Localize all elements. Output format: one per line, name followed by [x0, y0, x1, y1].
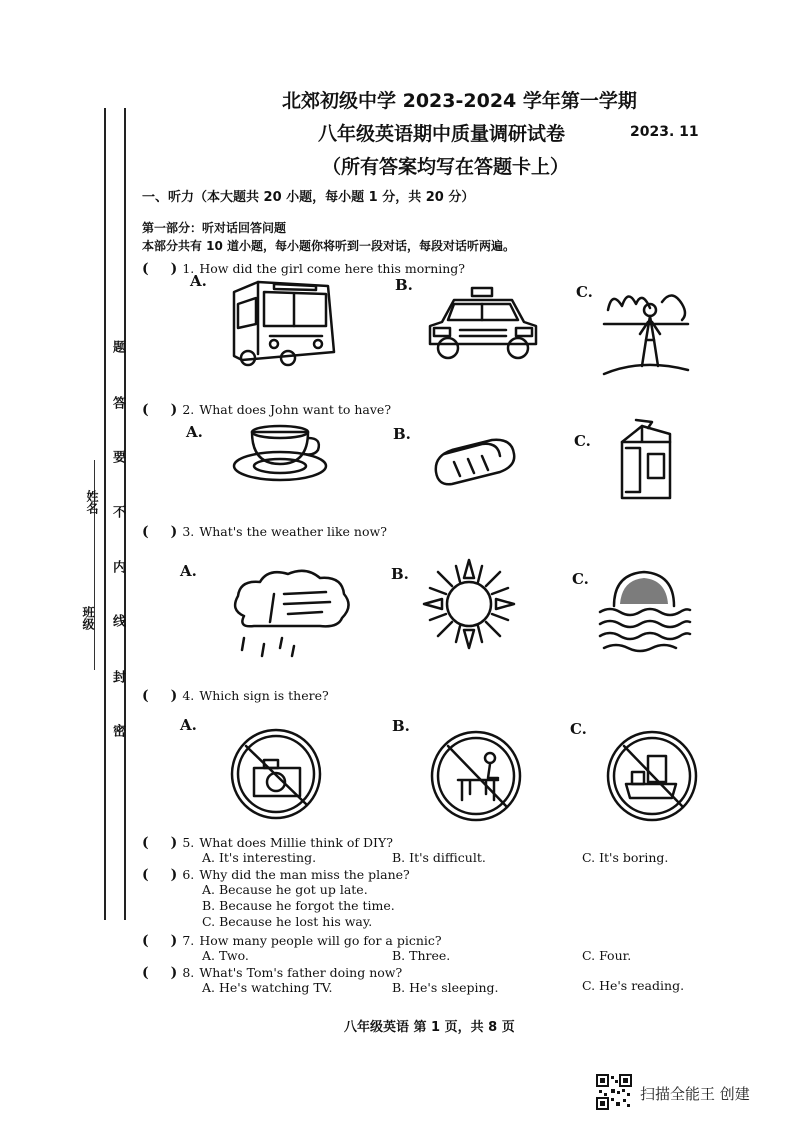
- question-5: [142, 832, 393, 851]
- answer-paren-open: (: [142, 524, 149, 540]
- option-c: C. It's boring.: [582, 850, 669, 865]
- bread-icon: [432, 432, 518, 488]
- milk-carton-icon: [618, 418, 674, 502]
- answer-paren-close: ): [170, 867, 178, 883]
- seal-char: 答: [110, 396, 125, 409]
- question-text: What does John want to have?: [199, 402, 392, 417]
- question-2: [142, 399, 391, 418]
- exam-school-term: 北郊初级中学 2023-2024 学年第一学期: [282, 90, 637, 112]
- answer-paren-open: (: [142, 933, 149, 949]
- answer-paren-close: ): [170, 524, 178, 540]
- no-sitting-sign-icon: [428, 728, 524, 824]
- scanner-watermark: 扫描全能王 创建: [640, 1085, 750, 1103]
- sun-over-sea-icon: [598, 556, 690, 652]
- seal-char: 题: [110, 340, 125, 353]
- option-label: C.: [574, 432, 591, 450]
- question-text: How did the girl come here this morning?: [199, 261, 465, 276]
- option-b: B. Because he forgot the time.: [202, 898, 395, 913]
- answer-paren-close: ): [170, 688, 178, 704]
- question-text: What does Millie think of DIY?: [199, 835, 393, 850]
- sun-icon: [420, 556, 518, 652]
- option-label: A.: [186, 423, 203, 441]
- seal-char: 要: [110, 450, 125, 463]
- option-c: C. Four.: [582, 948, 632, 963]
- option-label: C.: [570, 720, 587, 738]
- question-4: [142, 685, 329, 704]
- question-number: 5.: [182, 835, 195, 850]
- question-text: Why did the man miss the plane?: [199, 867, 410, 882]
- seal-char: 内: [110, 560, 125, 573]
- answer-paren-close: ): [170, 965, 178, 981]
- option-label: A.: [180, 562, 197, 580]
- name-label: 姓名: [85, 490, 99, 514]
- seal-char: 密: [110, 724, 125, 737]
- option-label: C.: [576, 283, 593, 301]
- answer-paren-close: ): [170, 261, 178, 277]
- question-text: Which sign is there?: [199, 688, 329, 703]
- option-label: B.: [391, 565, 409, 583]
- option-b: B. It's difficult.: [392, 850, 486, 865]
- option-label: A.: [190, 272, 207, 290]
- taxi-icon: [424, 286, 542, 364]
- question-number: 2.: [182, 402, 195, 417]
- part-title: 第一部分：听对话回答问题: [142, 221, 287, 235]
- option-a: A. Two.: [202, 948, 249, 963]
- question-number: 4.: [182, 688, 195, 703]
- rain-cloud-icon: [230, 566, 354, 658]
- question-text: What's the weather like now?: [199, 524, 387, 539]
- section-title: 一、听力（本大题共 20 小题，每小题 1 分，共 20 分）: [142, 190, 475, 205]
- option-a: A. It's interesting.: [202, 850, 317, 865]
- option-a: A. Because he got up late.: [202, 882, 368, 897]
- answer-paren-open: (: [142, 261, 149, 277]
- question-number: 3.: [182, 524, 195, 539]
- answer-paren-close: ): [170, 933, 178, 949]
- option-label: B.: [395, 276, 413, 294]
- page-number: 八年级英语 第 1 页，共 8 页: [344, 1020, 515, 1035]
- option-b: B. He's sleeping.: [392, 980, 499, 995]
- class-label: 班级: [81, 606, 95, 630]
- question-8: [142, 962, 402, 981]
- answer-paren-open: (: [142, 688, 149, 704]
- option-c: C. Because he lost his way.: [202, 914, 373, 929]
- part-instruction: 本部分共有 10 道小题，每小题你将听到一段对话，每段对话听两遍。: [142, 239, 516, 253]
- option-label: B.: [393, 425, 411, 443]
- walking-icon: [602, 284, 690, 380]
- no-food-sign-icon: [604, 728, 700, 824]
- no-camera-sign-icon: [228, 726, 324, 822]
- seal-char: 封: [110, 670, 125, 683]
- question-number: 1.: [182, 261, 195, 276]
- question-3: [142, 521, 387, 540]
- question-7: [142, 930, 442, 949]
- option-a: A. He's watching TV.: [202, 980, 333, 995]
- seal-char: 线: [110, 614, 125, 627]
- qr-code-icon: [596, 1074, 632, 1110]
- question-number: 8.: [182, 965, 195, 980]
- option-label: B.: [392, 717, 410, 735]
- exam-note: （所有答案均写在答题卡上）: [322, 156, 570, 178]
- answer-paren-open: (: [142, 835, 149, 851]
- exam-title: 八年级英语期中质量调研试卷: [318, 123, 566, 145]
- question-number: 7.: [182, 933, 195, 948]
- question-number: 6.: [182, 867, 195, 882]
- seal-char: 不: [110, 505, 125, 518]
- option-label: C.: [572, 570, 589, 588]
- question-text: What's Tom's father doing now?: [199, 965, 403, 980]
- option-c: C. He's reading.: [582, 978, 685, 993]
- bus-icon: [228, 278, 340, 366]
- answer-paren-open: (: [142, 402, 149, 418]
- question-6: [142, 864, 410, 883]
- question-text: How many people will go for a picnic?: [199, 933, 442, 948]
- binding-line-outer: [104, 108, 106, 920]
- answer-paren-open: (: [142, 965, 149, 981]
- answer-paren-open: (: [142, 867, 149, 883]
- option-b: B. Three.: [392, 948, 451, 963]
- answer-paren-close: ): [170, 402, 178, 418]
- exam-date: 2023. 11: [630, 124, 699, 140]
- answer-paren-close: ): [170, 835, 178, 851]
- option-label: A.: [180, 716, 197, 734]
- tea-cup-icon: [232, 422, 328, 484]
